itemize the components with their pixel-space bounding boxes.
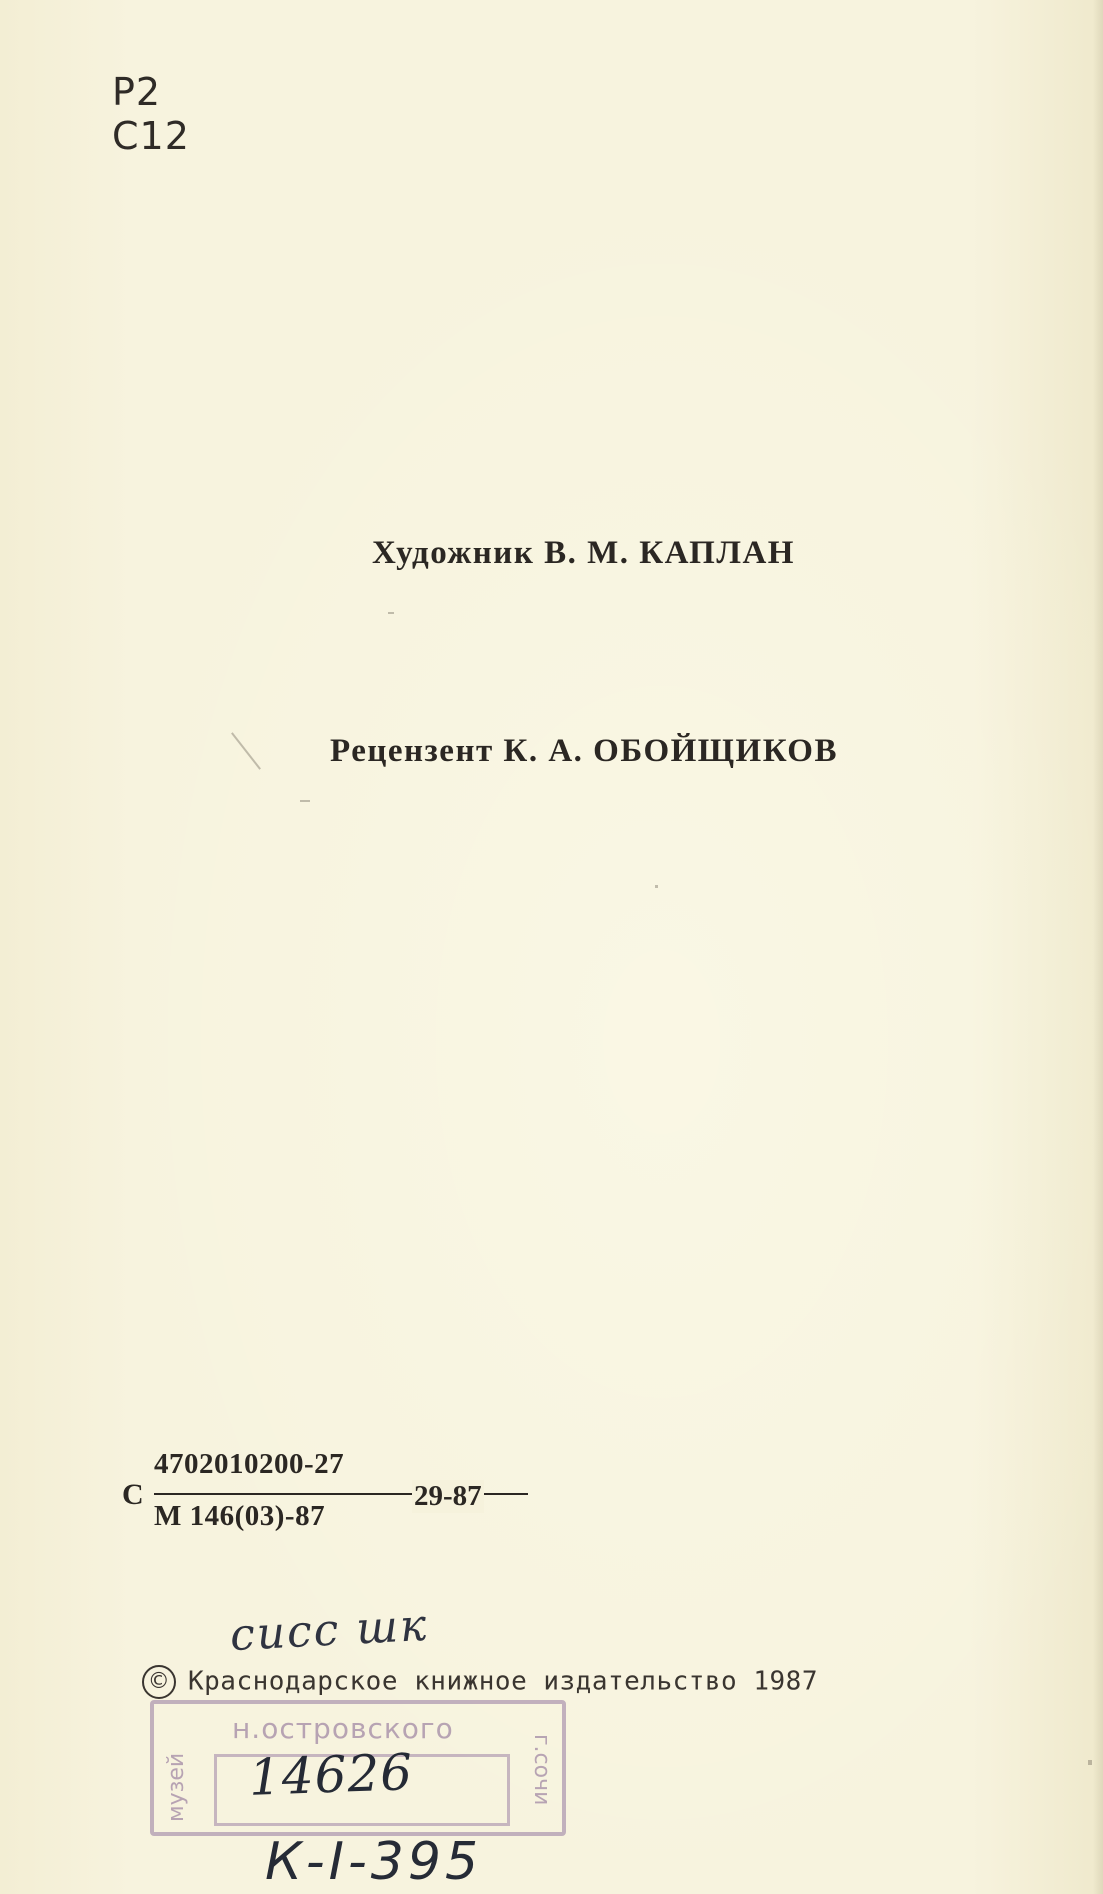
paper-speck: [388, 612, 394, 614]
stamp-header: н.островского: [232, 1712, 454, 1745]
stamp-right-text: г.сочи: [529, 1734, 554, 1806]
reviewer-credit: Рецензент К. А. ОБОЙЩИКОВ: [330, 733, 838, 769]
artist-credit: Художник В. М. КАПЛАН: [372, 535, 795, 571]
udc-classification: [112, 70, 190, 158]
library-stamp: [150, 1700, 566, 1836]
inventory-number: 14626: [248, 1743, 415, 1807]
publication-index: [122, 1448, 522, 1548]
paper-speck: [655, 885, 658, 888]
stamp-left-text: музей: [164, 1752, 189, 1822]
copyright-line: [142, 1665, 818, 1699]
index-letter: С: [122, 1478, 144, 1511]
udc-line-1: Р2: [112, 70, 162, 114]
index-denominator: М 146(03)-87: [154, 1500, 326, 1532]
paper-speck: [231, 732, 261, 769]
shelf-code: К-I-395: [265, 1832, 483, 1892]
index-right-value: 29-87: [414, 1480, 482, 1512]
copyright-text: Краснодарское книжное издательство 1987: [188, 1666, 818, 1697]
copyright-icon: ©: [142, 1665, 176, 1699]
index-numerator: 4702010200-27: [154, 1448, 345, 1480]
handwritten-note: сисс шк: [228, 1599, 430, 1662]
paper-speck: [1088, 1760, 1092, 1765]
page-edge-shadow: [1093, 0, 1103, 1894]
udc-line-2: С12: [112, 114, 190, 158]
paper-speck: [300, 800, 310, 802]
